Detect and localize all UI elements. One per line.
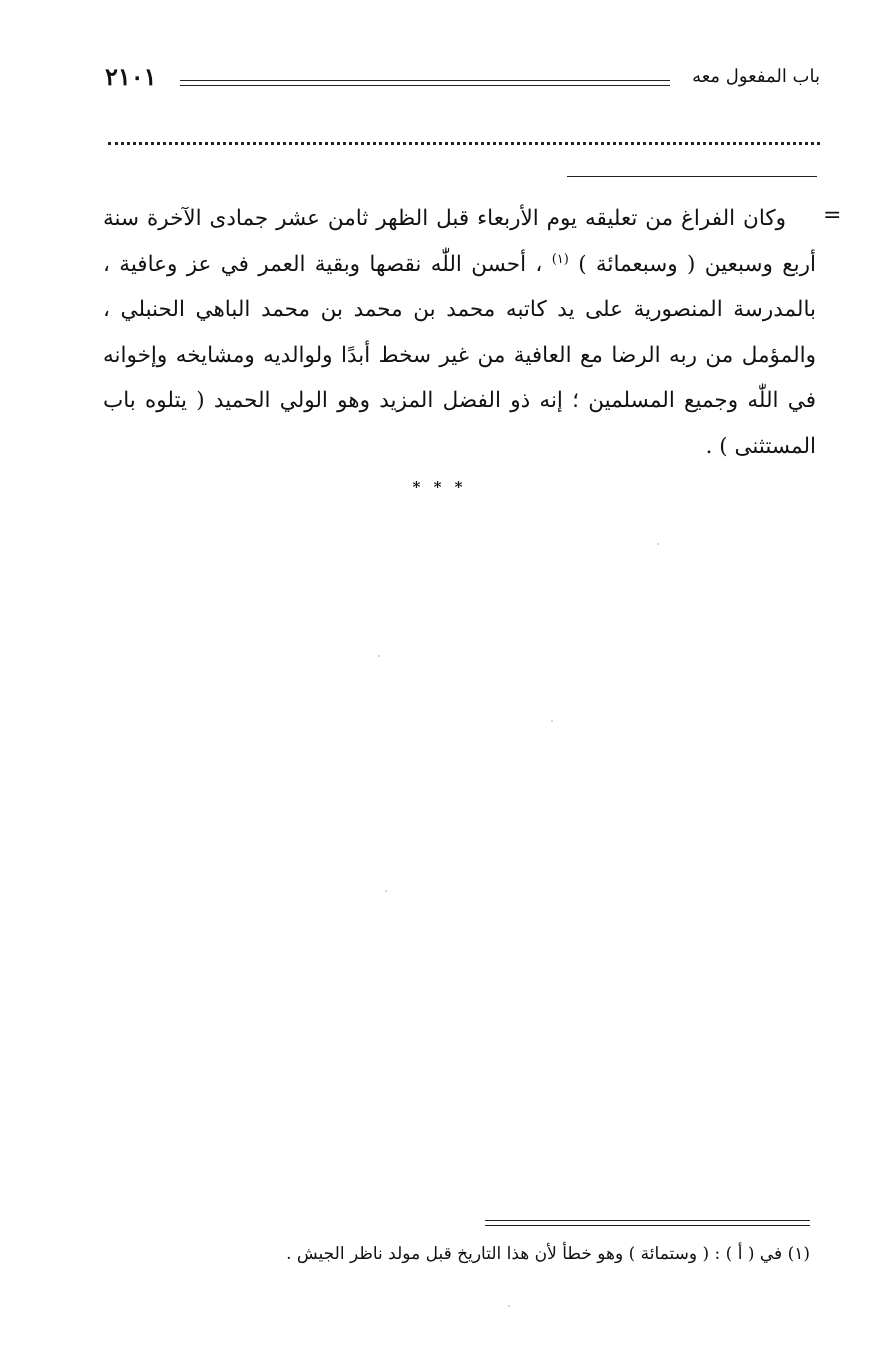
section-rule [567, 176, 817, 177]
chapter-title: باب المفعول معه [692, 66, 820, 87]
scan-speck [657, 543, 659, 545]
scan-speck [551, 720, 553, 722]
section-separator-stars: * * * [412, 478, 467, 496]
scan-speck [378, 655, 380, 657]
colophon-paragraph [103, 196, 816, 470]
footnote-reference[interactable]: (١) [551, 251, 569, 267]
running-header [100, 62, 820, 102]
scan-speck [508, 1305, 510, 1307]
continuation-mark: = [823, 203, 842, 228]
paragraph-rest-text: ، أحسن اللّٰه نقصها وبقية العمر في عز وعافية ، بالمدرسة المنصورية على يد كاتبه محمد بن محمد بن محمد الباهي الحنبلي ، والمؤمل من ربه الرضا مع العافية من غير سخط أبدًا ولوالديه ومشايخه وإخوانه في اللّٰه وجميع المسلمين ؛ إنه ذو الفضل المزيد وهو الولي الحميد ( يتلوه باب المستثنى ) . [103, 251, 816, 459]
header-rule [180, 80, 670, 86]
paragraph-main-text: وكان الفراغ من تعليقه يوم الأربعاء قبل الظهر ثامن عشر جمادى الآخرة سنة أربع وسبعين ( وسبعمائة ) [103, 206, 817, 277]
dotted-separator [108, 142, 820, 145]
footnote: (١) في ( أ ) : ( وستمائة ) وهو خطأ لأن هذا التاريخ قبل مولد ناظر الجيش . [286, 1244, 810, 1264]
footnote-rule [485, 1220, 810, 1226]
scan-speck [385, 890, 387, 892]
page-number: ٢١٠١ [105, 62, 157, 91]
